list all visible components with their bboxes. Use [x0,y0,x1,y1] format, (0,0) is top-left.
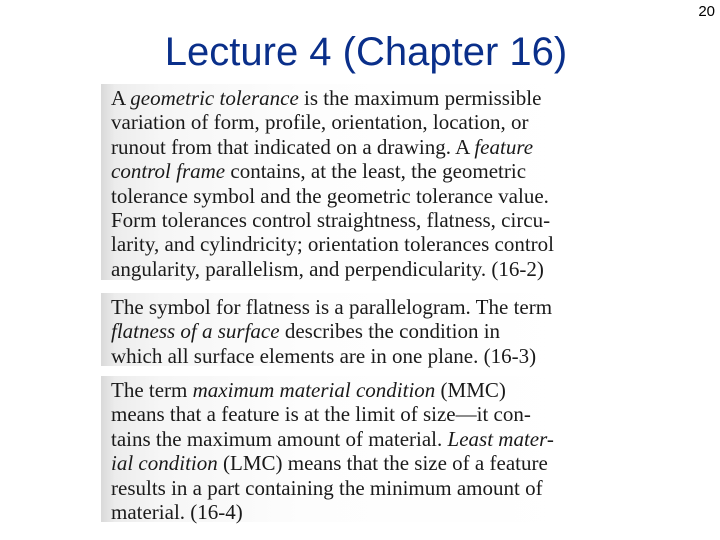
scanned-text-block-flatness [101,293,581,366]
scanned-text-block-material-condition [101,376,579,522]
text-line: results in a part containing the minimum amount of [111,475,543,500]
text-line: which all surface elements are in one plane. (16-3) [111,343,537,368]
scanned-text-block-geometric-tolerance [101,84,577,280]
page-number: 20 [698,3,715,20]
slide-title: Lecture 4 (Chapter 16) [164,30,568,74]
text-line: tains the maximum amount of material. Least mater- [111,426,554,451]
text-line: angularity, parallelism, and perpendicularity. (16-2) [111,256,544,281]
text-line: runout from that indicated on a drawing. A feature [111,134,534,159]
text-line: ial condition (LMC) means that the size of a feature [111,451,548,476]
text-line: Form tolerances control straightness, flatness, circu- [111,207,551,232]
text-line: larity, and cylindricity; orientation tolerances control [111,232,554,257]
text-line: tolerance symbol and the geometric tolerance value. [111,183,549,208]
text-line: control frame contains, at the least, the geometric [111,159,527,184]
text-line: A geometric tolerance is the maximum permissible [111,86,542,110]
text-line: The term maximum material condition (MMC) [111,378,506,402]
text-line: means that a feature is at the limit of size—it con- [111,402,531,427]
text-line: variation of form, profile, orientation, location, or [111,110,529,135]
text-line: The symbol for flatness is a parallelogram. The term [111,295,553,319]
text-line: flatness of a surface describes the condition in [111,319,501,344]
text-line: material. (16-4) [111,499,243,524]
